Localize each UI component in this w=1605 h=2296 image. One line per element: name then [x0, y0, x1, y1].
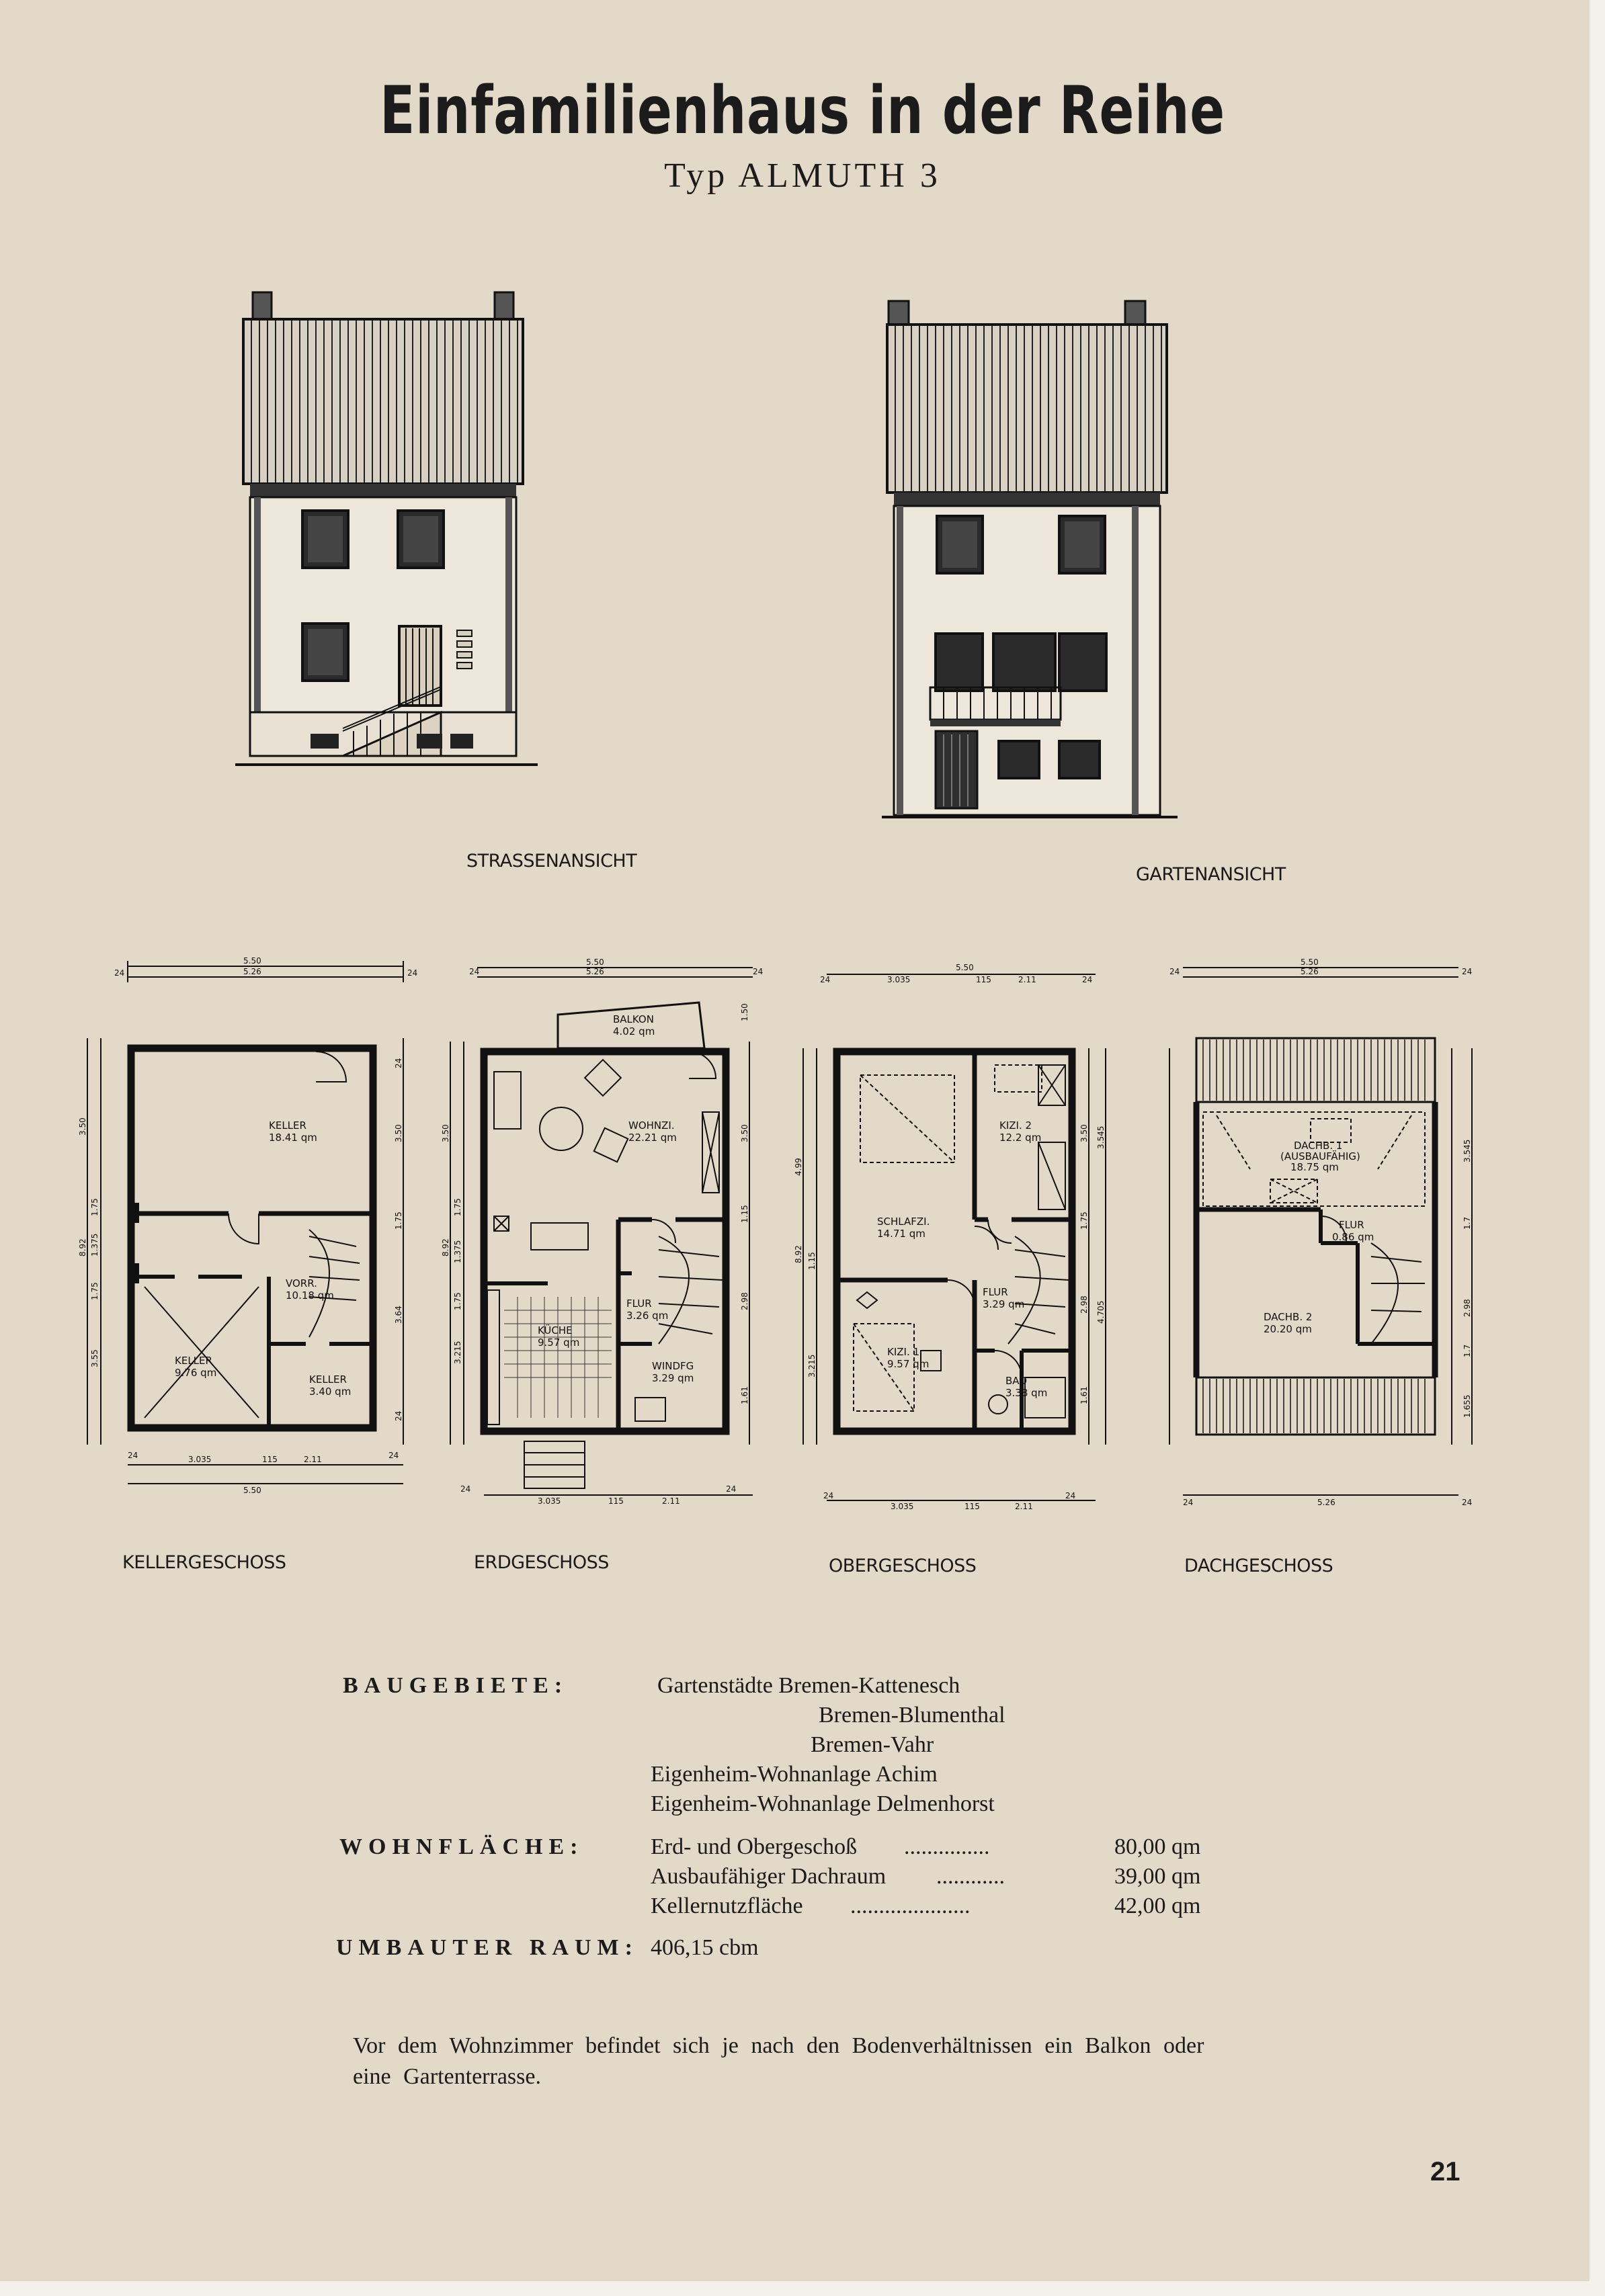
dim-wall: 24 — [394, 1058, 403, 1068]
dim-wall: 24 — [753, 967, 764, 976]
walls — [837, 1052, 1072, 1431]
floor-plan-dachgeschoss — [1156, 947, 1506, 1512]
room-name: FLUR — [626, 1298, 652, 1310]
room-area: 3.40 qm — [309, 1386, 352, 1398]
room-area: 0.86 qm — [1332, 1231, 1374, 1243]
dim-height: 1.75 — [453, 1198, 462, 1216]
dim-height: 3.55 — [90, 1349, 99, 1367]
paper-edge — [0, 2281, 1605, 2296]
dim-height: 1.75 — [90, 1282, 99, 1300]
dim-height: 4.99 — [794, 1158, 803, 1176]
dim-wall: 24 — [1183, 1498, 1194, 1507]
area-name: Ausbaufähiger Dachraum — [651, 1864, 887, 1889]
walls — [131, 1048, 373, 1428]
dim-height: 1.7 — [1463, 1216, 1472, 1230]
room-area: 18.41 qm — [269, 1132, 317, 1144]
dim-segment: 2.11 — [1015, 1502, 1033, 1511]
dim-wall: 24 — [1462, 1498, 1473, 1507]
room-area: 20.20 qm — [1264, 1323, 1312, 1335]
room-area: 9.76 qm — [175, 1367, 217, 1379]
paper-edge — [1590, 0, 1605, 2296]
street-elevation-label: STRASSENANSICHT — [466, 851, 637, 871]
dim-height: 1.75 — [453, 1292, 462, 1310]
room-name: KÜCHE — [538, 1324, 573, 1336]
room-name: WOHNZI. — [628, 1119, 675, 1132]
wohnflaeche-label: WOHNFLÄCHE: — [339, 1834, 584, 1859]
dim-segment: 2.11 — [304, 1455, 322, 1464]
room-name: KIZI. 2 — [999, 1119, 1032, 1132]
room-area: 9.57 qm — [887, 1358, 930, 1370]
baugebiet-item: Eigenheim-Wohnanlage Delmenhorst — [651, 1791, 995, 1816]
dim-height: 3.50 — [441, 1124, 450, 1142]
room-area: 3.29 qm — [652, 1372, 694, 1384]
dim-height: 1.375 — [453, 1240, 462, 1263]
dim-height: 1.50 — [740, 1003, 749, 1021]
dim-segment: 2.11 — [1018, 975, 1036, 984]
plan-label-erdgeschoss: ERDGESCHOSS — [474, 1552, 609, 1573]
dim-height: 1.655 — [1463, 1394, 1472, 1418]
roof-slope-south — [1196, 1377, 1435, 1435]
page-subtitle: Typ ALMUTH 3 — [664, 157, 941, 195]
dim-wall: 24 — [460, 1484, 471, 1494]
dim-height: 2.98 — [1463, 1299, 1472, 1317]
dim-height: 3.215 — [453, 1341, 462, 1364]
room-name: VORR. — [286, 1277, 317, 1289]
dim-height: 1.15 — [740, 1205, 749, 1223]
dim-height: 2.98 — [1079, 1295, 1089, 1314]
dim-height: 3.50 — [1079, 1124, 1089, 1142]
dim-height: 8.92 — [441, 1238, 450, 1257]
umbauter-raum-label: UMBAUTER RAUM: — [336, 1935, 639, 1960]
room-area: 12.2 qm — [999, 1132, 1042, 1144]
page-number: 21 — [1430, 2157, 1460, 2186]
room-area: 3.29 qm — [983, 1298, 1025, 1310]
dim-wall: 24 — [1462, 967, 1473, 976]
dim-height: 1.75 — [90, 1198, 99, 1216]
dim-height: 4.705 — [1096, 1300, 1106, 1324]
room-name: KELLER — [175, 1355, 212, 1367]
dim-height: 3.545 — [1463, 1139, 1472, 1162]
dim-wall: 24 — [1065, 1491, 1076, 1500]
area-leader: ............... — [904, 1834, 990, 1859]
dim-height: 8.92 — [794, 1245, 803, 1263]
street-elevation-drawing — [235, 282, 538, 773]
room-area: 3.38 qm — [1005, 1387, 1048, 1399]
area-value: 42,00 qm — [1114, 1894, 1201, 1918]
dim-wall: 24 — [394, 1410, 403, 1421]
dim-wall: 24 — [726, 1484, 737, 1494]
room-area: 14.71 qm — [877, 1228, 925, 1240]
room-name: KELLER — [309, 1373, 347, 1386]
room-name: SCHLAFZI. — [877, 1216, 930, 1228]
area-leader: ............ — [936, 1864, 1005, 1889]
dim-wall: 24 — [820, 975, 831, 984]
dim-height: 8.92 — [78, 1238, 87, 1257]
dim-width-outer: 5.50 — [586, 958, 604, 967]
room-name: WINDFG — [652, 1360, 694, 1372]
dim-height: 1.375 — [90, 1233, 99, 1257]
room-name: KELLER — [269, 1119, 306, 1132]
dim-height: 1.7 — [1463, 1344, 1472, 1357]
baugebiete-label: BAUGEBIETE: — [343, 1673, 569, 1698]
room-area: 18.75 qm — [1290, 1161, 1339, 1173]
plan-label-obergeschoss: OBERGESCHOSS — [829, 1556, 977, 1576]
umbauter-raum-value: 406,15 cbm — [651, 1935, 759, 1960]
dim-height: 3.50 — [394, 1124, 403, 1142]
area-value: 39,00 qm — [1114, 1864, 1201, 1889]
dim-height: 1.61 — [1079, 1386, 1089, 1404]
area-name: Erd- und Obergeschoß — [651, 1834, 858, 1859]
floor-plan-kellergeschoss — [67, 947, 430, 1498]
room-name: DACHB. 1 — [1294, 1140, 1343, 1152]
dim-height: 1.75 — [394, 1211, 403, 1230]
dim-width-outer: 5.50 — [1301, 958, 1319, 967]
dim-wall: 24 — [114, 968, 125, 978]
room-note: (AUSBAUFÄHIG) — [1280, 1150, 1360, 1162]
garden-elevation-drawing — [882, 294, 1178, 832]
area-value: 80,00 qm — [1114, 1834, 1201, 1859]
dim-height: 2.98 — [740, 1292, 749, 1310]
dim-height: 3.50 — [78, 1117, 87, 1136]
plan-label-dachgeschoss: DACHGESCHOSS — [1184, 1556, 1333, 1576]
room-area: 3.26 qm — [626, 1310, 669, 1322]
dim-segment: 3.035 — [538, 1496, 561, 1506]
room-name: DACHB. 2 — [1264, 1311, 1313, 1323]
dim-segment: 115 — [976, 975, 991, 984]
dim-wall: 24 — [128, 1451, 138, 1460]
dim-segment: 115 — [964, 1502, 980, 1511]
baugebiet-item: Bremen-Vahr — [811, 1732, 934, 1757]
dim-height: 3.64 — [394, 1306, 403, 1324]
dim-width-outer: 5.50 — [956, 963, 974, 972]
room-name: BAD — [1005, 1375, 1028, 1387]
baugebiet-item: Bremen-Blumenthal — [819, 1703, 1005, 1728]
dim-wall: 24 — [1169, 967, 1180, 976]
garden-elevation-label: GARTENANSICHT — [1136, 864, 1286, 885]
dim-wall: 24 — [407, 968, 418, 978]
dim-height: 1.61 — [740, 1386, 749, 1404]
dim-width-outer: 5.50 — [243, 956, 261, 966]
baugebiet-item: Eigenheim-Wohnanlage Achim — [651, 1762, 938, 1787]
roof-slope-north — [1196, 1038, 1435, 1102]
room-name: KIZI. 1 — [887, 1346, 920, 1358]
dim-height: 3.215 — [807, 1354, 817, 1377]
room-area: 10.18 qm — [286, 1289, 334, 1302]
dim-segment: 3.035 — [887, 975, 911, 984]
room-name: FLUR — [983, 1286, 1008, 1298]
dim-height: 1.75 — [1079, 1211, 1089, 1230]
dim-segment: 3.035 — [188, 1455, 212, 1464]
dim-wall: 24 — [469, 967, 480, 976]
dim-wall: 24 — [388, 1451, 399, 1460]
room-area: 4.02 qm — [613, 1025, 655, 1037]
dim-height: 3.545 — [1096, 1125, 1106, 1149]
page-title: Einfamilienhaus in der Reihe — [380, 73, 1225, 149]
dim-height: 1.15 — [807, 1252, 817, 1270]
dim-segment: 2.11 — [662, 1496, 680, 1506]
area-name: Kellernutzfläche — [651, 1894, 803, 1918]
facts-block — [336, 1673, 1277, 1982]
balcony-note: Vor dem Wohnzimmer befindet sich je nach den Bodenverhältnissen ein Balkon oder eine Gartenterrasse. — [353, 2033, 1204, 2089]
dim-width-outer: 5.50 — [243, 1486, 261, 1495]
dim-wall: 24 — [823, 1491, 834, 1500]
dim-width-inner: 5.26 — [243, 967, 261, 976]
area-leader: ..................... — [850, 1894, 971, 1918]
room-area: 22.21 qm — [628, 1132, 677, 1144]
baugebiet-item: Gartenstädte Bremen-Kattenesch — [657, 1673, 960, 1698]
dim-width-inner: 5.26 — [1301, 967, 1319, 976]
dim-wall: 24 — [1082, 975, 1093, 984]
dim-width-inner: 5.26 — [1317, 1498, 1335, 1507]
plan-label-kellergeschoss: KELLERGESCHOSS — [122, 1552, 286, 1573]
room-name: BALKON — [613, 1013, 654, 1025]
dim-width-inner: 5.26 — [586, 967, 604, 976]
dim-segment: 115 — [262, 1455, 278, 1464]
dim-height: 3.50 — [740, 1124, 749, 1142]
room-area: 9.57 qm — [538, 1336, 580, 1349]
dim-segment: 115 — [608, 1496, 624, 1506]
floor-plan-obergeschoss — [793, 947, 1156, 1512]
floor-plan-erdgeschoss — [430, 947, 793, 1512]
room-name: FLUR — [1339, 1219, 1364, 1231]
dim-segment: 3.035 — [891, 1502, 914, 1511]
